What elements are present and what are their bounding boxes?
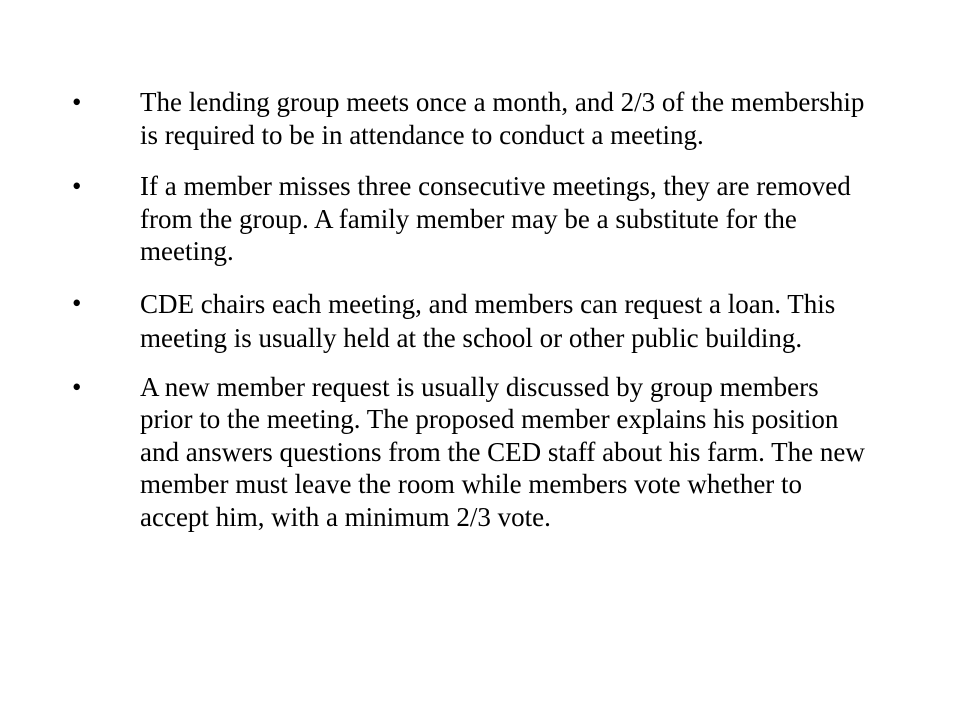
bullet-marker: • xyxy=(72,87,82,117)
bullet-marker: • xyxy=(72,371,82,402)
bullet-marker: • xyxy=(72,171,82,201)
bullet-item-missed-meetings xyxy=(72,170,872,268)
bullet-text: CDE chairs each meeting, and members can request a loan. This meeting is usually held at the school or other public building. xyxy=(140,288,836,353)
bullet-item-new-member xyxy=(72,371,872,534)
bullet-marker: • xyxy=(72,287,82,318)
bullet-text: The lending group meets once a month, and 2/3 of the membership is required to be in attendance to conduct a meeting. xyxy=(140,87,865,150)
bullet-list xyxy=(72,86,872,552)
bullet-text: If a member misses three consecutive meetings, they are removed from the group. A family member may be a substitute for the meeting. xyxy=(140,171,851,266)
bullet-item-meeting-chair xyxy=(72,287,872,356)
bullet-text: A new member request is usually discussed by group members prior to the meeting. The proposed member explains his position and answers questions from the CED staff about his farm. The new member must leave the room while members vote whether to accept him, with a minimum 2/3 vote. xyxy=(140,371,865,532)
bullet-item-attendance xyxy=(72,86,872,151)
